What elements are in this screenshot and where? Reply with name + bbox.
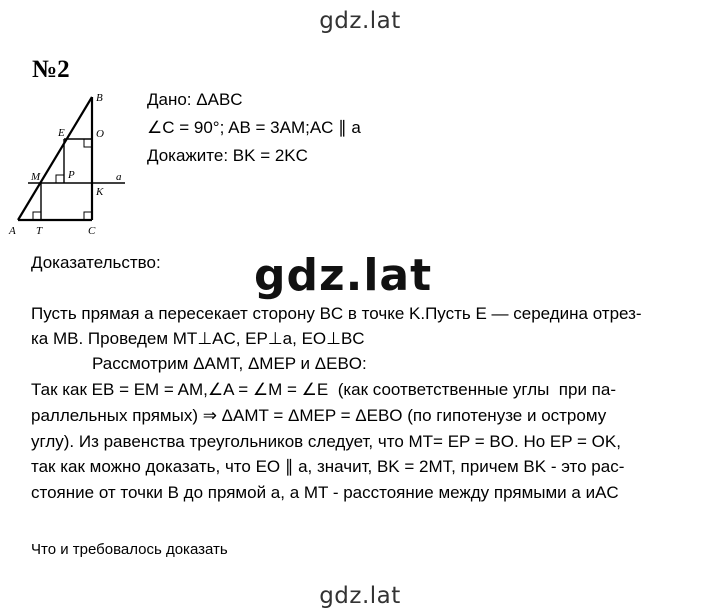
proof-line: раллельных прямых) ⇒ ΔAMT = ΔMEP = ΔEBO (по гипотенузе и острому: [31, 406, 607, 425]
right-angle-p: [56, 175, 64, 183]
label-e: E: [58, 127, 65, 139]
label-c: C: [88, 225, 96, 237]
proof-line: Так как EB = EM = AM,∠A = ∠M = ∠E (как соответственные углы при па-: [31, 380, 616, 399]
segment-ab: [18, 97, 92, 220]
watermark-top: gdz.lat: [319, 8, 401, 34]
watermark-bottom: gdz.lat: [319, 583, 401, 609]
proof-line: ка MB. Проведем MT⊥AC, EP⊥a, EO⊥BC: [31, 329, 365, 348]
label-b: B: [96, 92, 103, 104]
problem-number: №2: [32, 56, 70, 83]
proof-line: углу). Из равенства треугольников следует, что MT= EP = BO. Но EP = OK,: [31, 432, 621, 451]
proof-line: так как можно доказать, что EO ∥ a, значит, BK = 2MT, причем BK - это рас-: [31, 457, 625, 476]
label-line-a: a: [116, 171, 122, 183]
given-line: Докажите: BK = 2KC: [147, 146, 308, 165]
proof-line: стояние от точки B до прямой a, а MT - расстояние между прямыми a иAC: [31, 483, 619, 502]
label-t: T: [36, 225, 43, 237]
given-line: ∠C = 90°; AB = 3AM;AC ∥ a: [147, 118, 361, 137]
right-angle-o: [84, 139, 92, 147]
label-m: M: [31, 171, 41, 183]
proof-heading: Доказательство:: [31, 253, 161, 272]
right-angle-c: [84, 212, 92, 220]
conclusion-text: Что и требовалось доказать: [31, 541, 228, 558]
label-a: A: [9, 225, 16, 237]
given-line: Дано: ΔABC: [147, 90, 243, 109]
watermark-middle: gdz.lat: [254, 250, 433, 301]
proof-line: Рассмотрим ΔAMT, ΔMEP и ΔEBO:: [92, 354, 367, 373]
label-p: P: [68, 169, 75, 181]
right-angle-t: [33, 212, 41, 220]
label-o: O: [96, 128, 104, 140]
proof-line: Пусть прямая a пересекает сторону BC в точке K.Пусть E — середина отрез-: [31, 304, 642, 323]
label-k: K: [96, 186, 104, 198]
